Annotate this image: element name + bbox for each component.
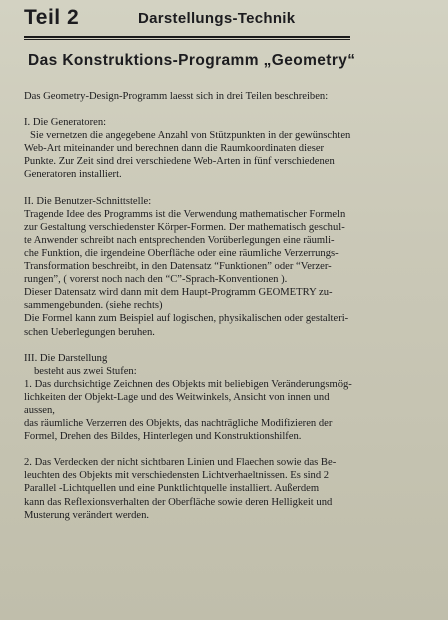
paragraph-line: rungen”, ( vorerst noch nach den “C”-Sprach-Konventionen ). — [24, 274, 288, 286]
paragraph-line: Tragende Idee des Programms ist die Verwendung mathematischer Formeln — [24, 208, 346, 220]
paragraph-line: Musterung verändert werden. — [24, 509, 150, 521]
section-heading: I. Die Generatoren: — [24, 117, 107, 129]
paragraph-line: Sie vernetzen die angegebene Anzahl von Stützpunkten in der gewünschten — [30, 130, 351, 142]
section-heading: III. Die Darstellung — [24, 352, 108, 364]
paragraph-line: Dieser Datensatz wird dann mit dem Haupt-Programm GEOMETRY zu- — [24, 287, 333, 299]
paragraph-line: kann das Reflexionsverhalten der Oberfläche sowie deren Helligkeit und — [24, 496, 333, 508]
paragraph-line: te Anwender schreibt nach entsprechenden Vorüberlegungen eine räumli- — [24, 234, 335, 246]
header-rule — [24, 39, 350, 40]
paragraph-line: 1. Das durchsichtige Zeichnen des Objekts mit beliebigen Veränderungsmög- — [24, 378, 352, 390]
paragraph-line: leuchten des Objekts mit verschiedensten Lichtverhaeltnissen. Es sind 2 — [24, 470, 330, 482]
paragraph-line: Die Formel kann zum Beispiel auf logischen, physikalischen oder gestalteri- — [24, 313, 349, 325]
paragraph-line: aussen, — [24, 404, 55, 416]
paragraph-line: Formel, Drehen des Bildes, Hinterlegen und Konstruktionshilfen. — [24, 431, 302, 443]
paragraph-line: schen Ueberlegungen beruhen. — [24, 326, 155, 338]
section-generators — [24, 116, 440, 181]
paragraph-line: Punkte. Zur Zeit sind drei verschiedene Web-Arten in fünf verschiedenen — [24, 156, 335, 168]
section-interface — [24, 195, 440, 339]
page-header — [24, 6, 350, 38]
section-subheading: besteht aus zwei Stufen: — [34, 365, 137, 377]
paragraph-line: Parallel -Lichtquellen und eine Punktlichtquelle installiert. Außerdem — [24, 483, 320, 495]
paragraph-line: Generatoren installiert. — [24, 169, 122, 181]
document-title: Das Konstruktions-Programm „Geometry“ — [28, 52, 356, 69]
section-display — [24, 352, 440, 522]
paragraph-line: lichkeiten der Objekt-Lage und des Weitwinkels, Ansicht von innen und — [24, 391, 330, 403]
paragraph-line: 2. Das Verdecken der nicht sichtbaren Linien und Flaechen sowie das Be- — [24, 457, 337, 469]
paragraph-line: che Funktion, die irgendeine Oberfläche oder eine räumliche Verzerrungs- — [24, 247, 339, 259]
part-label: Teil 2 — [24, 6, 80, 29]
section-label: Darstellungs-Technik — [138, 10, 296, 27]
document-body — [24, 90, 440, 522]
section-heading: II. Die Benutzer-Schnittstelle: — [24, 195, 152, 207]
paragraph-line: das räumliche Verzerren des Objekts, das nachträgliche Modifizieren der — [24, 418, 333, 430]
intro-text: Das Geometry-Design-Programm laesst sich in drei Teilen beschreiben: — [24, 91, 329, 102]
paragraph-line: zur Gestaltung verschiedenster Körper-Formen. Der mathematisch geschul- — [24, 221, 345, 233]
paragraph-line: Web-Art miteinander und berechnen dann die Raumkoordinaten dieser — [24, 143, 325, 155]
paragraph-line: Transformation beschreibt, in den Datensatz “Funktionen” oder “Verzer- — [24, 261, 332, 273]
paragraph-line: sammengebunden. (siehe rechts) — [24, 300, 163, 312]
